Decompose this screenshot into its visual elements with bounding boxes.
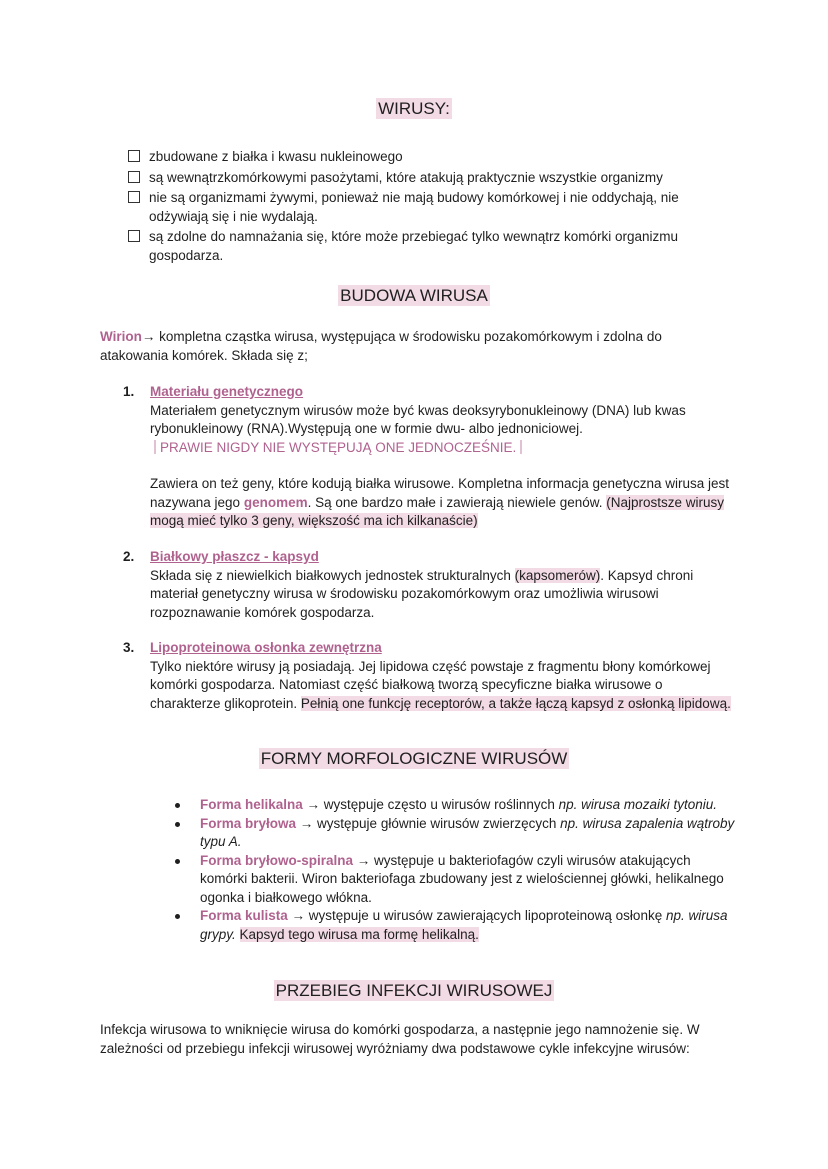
infection-paragraph: Infekcja wirusowa to wniknięcie wirusa do komórki gospodarza, a następnie jego namnożenie się. W zależności od przebiegu infekcji wirusowej wyróżniamy dwa podstawowe cykle infekcyjne wirusów: [100,1022,700,1056]
section-heading-przebieg: PRZEBIEG INFEKCJI WIRUSOWEJ [275,981,553,1000]
bullet-icon [175,803,180,808]
bullet-icon [175,914,180,919]
page-title: WIRUSY: [378,99,450,118]
checkbox[interactable] [128,150,140,162]
checklist [127,148,717,267]
warning-note: PRAWIE NIGDY NIE WYSTĘPUJĄ ONE JEDNOCZEŚNIE. [150,439,733,458]
wirion-definition: Wirion→ kompletna cząstka wirusa, występująca w środowisku pozakomórkowym i zdolna do atakowania komórek. Składa się z; [100,329,662,363]
checkbox[interactable] [128,171,140,183]
bullet-icon [175,822,180,827]
checklist-item: zbudowane z białka i kwasu nukleinowego [127,148,717,167]
list-item: Forma helikalna → występuje często u wirusów roślinnych np. wirusa mozaiki tytoniu. [175,796,735,815]
structure-item-3: 3. Lipoproteinowa osłonka zewnętrzna Tylko niektóre wirusy ją posiadają. Jej lipidowa część powstaje z fragmentu błony komórkowej komórki gospodarza. Natomiast część białkową tworzą specyficzne białka wirusowe o charakterze glikoprotein. Pełnią one funkcję receptorów, a także łączą kapsyd z osłonką lipidową. [123,639,733,713]
checklist-item: są wewnątrzkomórkowymi pasożytami, które atakują praktycznie wszystkie organizmy [127,169,717,188]
bullet-icon [175,859,180,864]
checklist-item: nie są organizmami żywymi, ponieważ nie mają budowy komórkowej i nie oddychają, nie odżywiają się i nie wydalają. [127,189,717,226]
checklist-item: są zdolne do namnażania się, które może przebiegać tylko wewnątrz komórki organizmu gospodarza. [127,228,717,265]
list-item: Forma bryłowa → występuje głównie wirusów zwierzęcych np. wirusa zapalenia wątroby typu A. [175,815,735,852]
spacer [150,457,733,475]
list-item: Forma kulista → występuje u wirusów zawierających lipoproteinową osłonkę np. wirusa grypy. Kapsyd tego wirusa ma formę helikalną. [175,907,735,944]
genome-paragraph: Zawiera on też geny, które kodują białka wirusowe. Kompletna informacja genetyczna wirusa jest nazywana jego genomem. Są one bardzo małe i zawierają niewiele genów. (Najprostsze wirusy mogą mieć tylko 3 geny, większość ma ich kilkanaście) [150,476,730,528]
list-item: Forma bryłowo-spiralna → występuje u bakteriofagów czyli wirusów atakujących komórki bakterii. Wiron bakteriofaga zbudowany jest z wielościennej główki, helikalnego ogonka i białkowego włókna. [175,852,735,908]
section-heading-budowa: BUDOWA WIRUSA [340,286,488,305]
forms-list [175,796,735,944]
item-body: Materiałem genetycznym wirusów może być kwas deoksyrybonukleinowy (DNA) lub kwas rybonukleinowy (RNA).Występują one w formie dwu- albo jednoniciowej. PRAWIE NIGDY NIE WYSTĘPUJĄ ONE JEDNOCZEŚNIE. Zawiera on też geny, które kodują białka wirusowe. Kompletna informacja genetyczna wirusa jest nazywana jego genomem. Są one bardzo małe i zawierają niewiele genów. (Najprostsze wirusy mogą mieć tylko 3 geny, większość ma ich kilkanaście) [150,402,733,531]
item-body: Składa się z niewielkich białkowych jednostek strukturalnych (kapsomerów). Kapsyd chroni materiał genetyczny wirusa w środowisku pozakomórkowym oraz umożliwia wirusowi rozpoznawanie komórek gospodarza. [150,567,694,620]
section-heading-formy: FORMY MORFOLOGICZNE WIRUSÓW [260,749,568,768]
structure-item-2: 2. Białkowy płaszcz - kapsyd Składa się z niewielkich białkowych jednostek strukturalnych (kapsomerów). Kapsyd chroni materiał genetyczny wirusa w środowisku pozakomórkowym oraz umożliwia wirusowi rozpoznawanie komórek gospodarza. [123,548,733,622]
checkbox[interactable] [128,230,140,242]
structure-item-1: 1. Materiału genetycznego Materiałem genetycznym wirusów może być kwas deoksyrybonukleinowy (DNA) lub kwas rybonukleinowy (RNA).Występują one w formie dwu- albo jednoniciowej. PRAWIE NIGDY NIE WYSTĘPUJĄ ONE JEDNOCZEŚNIE. Zawiera on też geny, które kodują białka wirusowe. Kompletna informacja genetyczna wirusa jest nazywana jego genomem. Są one bardzo małe i zawierają niewiele genów. (Najprostsze wirusy mogą mieć tylko 3 geny, większość ma ich kilkanaście) [123,383,733,531]
checkbox[interactable] [128,191,140,203]
warning-bar-left [154,440,156,454]
item-body: Tylko niektóre wirusy ją posiadają. Jej lipidowa część powstaje z fragmentu błony komórkowej komórki gospodarza. Natomiast część białkową tworzą specyficzne białka wirusowe o charakterze glikoprotein. Pełnią one funkcję receptorów, a także łączą kapsyd z osłonką lipidową. [150,658,731,711]
warning-bar-right [520,440,522,454]
